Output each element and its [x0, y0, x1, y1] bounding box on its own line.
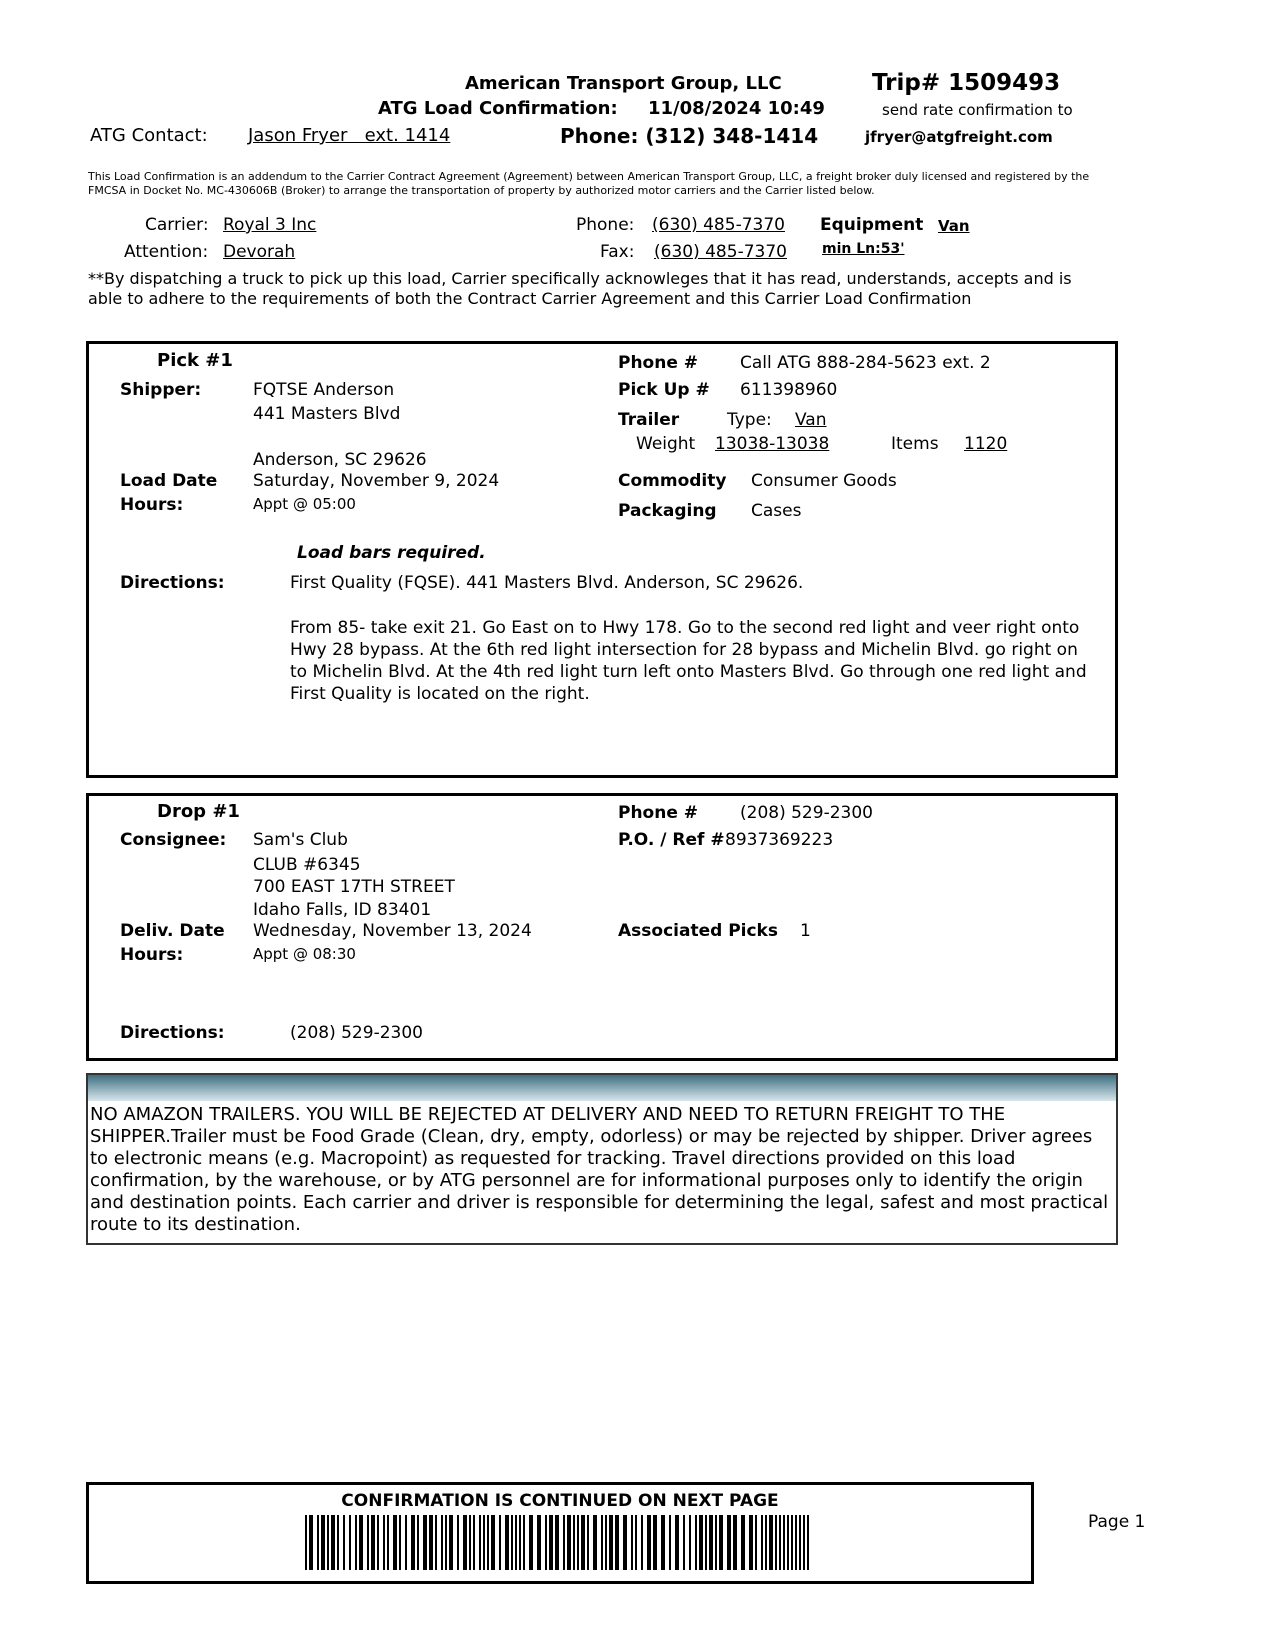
barcode-bar — [669, 1515, 671, 1570]
barcode-bar — [371, 1515, 375, 1570]
pickup-number-label: Pick Up # — [618, 380, 710, 400]
carrier-name: Royal 3 Inc — [223, 215, 317, 235]
pick-box — [86, 341, 1118, 778]
barcode-bar — [491, 1515, 495, 1570]
barcode-bar — [765, 1515, 767, 1570]
barcode-bar — [769, 1515, 773, 1570]
carrier-fax: (630) 485-7370 — [654, 242, 787, 262]
pick-directions-line1: First Quality (FQSE). 441 Masters Blvd. Anderson, SC 29626. — [290, 573, 804, 593]
pickup-number: 611398960 — [740, 380, 838, 400]
contact-label: ATG Contact: — [90, 125, 208, 146]
barcode-bar — [631, 1515, 633, 1570]
contact-phone: Phone: (312) 348-1414 — [560, 124, 819, 148]
barcode-bar — [457, 1515, 459, 1570]
barcode-bar — [423, 1515, 427, 1570]
carrier-fax-label: Fax: — [600, 242, 635, 262]
barcode-bar — [441, 1515, 443, 1570]
barcode-bar — [741, 1515, 745, 1570]
drop-phone: (208) 529-2300 — [740, 803, 873, 823]
notes-text: NO AMAZON TRAILERS. YOU WILL BE REJECTED AT DELIVERY AND NEED TO RETURN FREIGHT TO THE SHIPPER.Trailer must be Food Grade (Clean, dry, empty, odorless) or may be rejected by shipper. Driver agrees to electronic means (e.g. Macropoint) as requested for tracking. Travel directions provided on this load confirmation, by the warehouse, or by ATG personnel are for informational purposes only to identify the origin and destination points. Each carrier and driver is responsible for determining the legal, safest and most practical route to its destination. — [90, 1104, 1109, 1235]
barcode-bar — [367, 1515, 369, 1570]
barcode-bar — [795, 1515, 797, 1570]
pick-directions-body: From 85- take exit 21. Go East on to Hwy 178. Go to the second red light and veer right onto Hwy 28 bypass. At the 6th red light intersection for 28 bypass and Michelin Blvd. go right on to Michelin Blvd. At the 4th red light turn left onto Masters Blvd. Go through one red light and First Quality is located on the right. — [290, 618, 1087, 704]
barcode-bar — [331, 1515, 335, 1570]
company-name: American Transport Group, LLC — [465, 73, 782, 94]
attention-label: Attention: — [124, 242, 209, 262]
carrier-label: Carrier: — [145, 215, 209, 235]
consignee-address1: CLUB #6345 — [253, 855, 361, 875]
min-length: min Ln:53' — [822, 241, 905, 257]
items-value: 1120 — [964, 434, 1008, 454]
pick-title: Pick #1 — [157, 350, 233, 371]
barcode-bar — [523, 1515, 525, 1570]
barcode-bar — [399, 1515, 401, 1570]
po-value: 8937369223 — [725, 830, 834, 850]
barcode-bar — [349, 1515, 351, 1570]
barcode-bar — [499, 1515, 501, 1570]
page-number: Page 1 — [1088, 1512, 1146, 1532]
trailer-type: Van — [795, 410, 827, 430]
barcode-bar — [377, 1515, 379, 1570]
shipper-label: Shipper: — [120, 380, 202, 400]
barcode-bar — [807, 1515, 809, 1570]
barcode-bar — [309, 1515, 313, 1570]
drop-directions-label: Directions: — [120, 1023, 225, 1043]
barcode-bar — [343, 1515, 345, 1570]
packaging-label: Packaging — [618, 501, 717, 521]
barcode-bar — [601, 1515, 603, 1570]
load-date-label: Load Date — [120, 471, 218, 491]
drop-box — [86, 793, 1118, 1061]
barcode-bar — [623, 1515, 627, 1570]
barcode-bar — [577, 1515, 579, 1570]
barcode-bar — [755, 1515, 757, 1570]
drop-directions: (208) 529-2300 — [290, 1023, 423, 1043]
barcode-bar — [609, 1515, 613, 1570]
barcode-bar — [709, 1515, 713, 1570]
trip-number: Trip# 1509493 — [872, 70, 1061, 96]
barcode-bar — [555, 1515, 559, 1570]
barcode-bar — [783, 1515, 785, 1570]
equipment-value: Van — [938, 217, 970, 235]
barcode-bar — [387, 1515, 389, 1570]
barcode-bar — [549, 1515, 553, 1570]
carrier-phone: (630) 485-7370 — [652, 215, 785, 235]
drop-hours: Appt @ 08:30 — [253, 945, 356, 963]
barcode-bar — [675, 1515, 679, 1570]
barcode-bar — [715, 1515, 717, 1570]
barcode-bar — [393, 1515, 397, 1570]
contact-email[interactable]: jfryer@atgfreight.com — [865, 128, 1053, 146]
barcode-bar — [719, 1515, 723, 1570]
barcode-bar — [445, 1515, 447, 1570]
barcode-bar — [705, 1515, 707, 1570]
commodity-label: Commodity — [618, 471, 727, 491]
packaging-value: Cases — [751, 501, 802, 521]
barcode — [305, 1515, 815, 1570]
barcode-bar — [563, 1515, 565, 1570]
barcode-bar — [615, 1515, 619, 1570]
barcode-bar — [317, 1515, 319, 1570]
barcode-bar — [647, 1515, 651, 1570]
deliv-date: Wednesday, November 13, 2024 — [253, 921, 532, 941]
barcode-bar — [581, 1515, 585, 1570]
send-rate-note: send rate confirmation to — [882, 101, 1073, 119]
barcode-bar — [799, 1515, 801, 1570]
barcode-bar — [515, 1515, 517, 1570]
barcode-bar — [761, 1515, 763, 1570]
barcode-bar — [791, 1515, 793, 1570]
barcode-bar — [505, 1515, 509, 1570]
acknowledgement-text: **By dispatching a truck to pick up this load, Carrier specifically acknowleges that it has read, understands, accepts and is able to adhere to the requirements of both the Contract Carrier Agreement and this Carrier Load Confirmation — [88, 269, 1072, 308]
barcode-bar — [661, 1515, 665, 1570]
pick-phone-label: Phone # — [618, 353, 699, 373]
barcode-bar — [605, 1515, 607, 1570]
barcode-bar — [653, 1515, 657, 1570]
addendum-text: This Load Confirmation is an addendum to the Carrier Contract Agreement (Agreement) between American Transport Group, LLC, a freight broker duly licensed and registered by the FMCSA in Docket No. MC-430606B (Broker) to arrange the transportation of property by authorized motor carriers and the Carrier listed below. — [88, 170, 1090, 197]
barcode-bar — [587, 1515, 589, 1570]
barcode-bar — [429, 1515, 433, 1570]
drop-phone-label: Phone # — [618, 803, 699, 823]
confirmation-datetime: 11/08/2024 10:49 — [648, 98, 825, 119]
barcode-bar — [411, 1515, 415, 1570]
confirmation-label: ATG Load Confirmation: — [378, 98, 618, 119]
attention-name: Devorah — [223, 242, 296, 262]
notes-header-bar — [88, 1075, 1116, 1101]
contact-name: Jason Fryer ext. 1414 — [248, 125, 451, 146]
pick-note: Load bars required. — [297, 543, 486, 563]
barcode-bar — [699, 1515, 703, 1570]
barcode-bar — [483, 1515, 485, 1570]
barcode-bar — [749, 1515, 753, 1570]
barcode-bar — [511, 1515, 513, 1570]
barcode-bar — [321, 1515, 325, 1570]
barcode-bar — [733, 1515, 737, 1570]
barcode-bar — [519, 1515, 521, 1570]
pick-hours: Appt @ 05:00 — [253, 495, 356, 513]
associated-picks-label: Associated Picks — [618, 921, 778, 941]
barcode-bar — [787, 1515, 789, 1570]
pick-hours-label: Hours: — [120, 495, 184, 515]
pick-directions-label: Directions: — [120, 573, 225, 593]
barcode-bar — [405, 1515, 407, 1570]
consignee-label: Consignee: — [120, 830, 227, 850]
continued-notice: CONFIRMATION IS CONTINUED ON NEXT PAGE — [341, 1491, 779, 1511]
barcode-bar — [683, 1515, 685, 1570]
barcode-bar — [449, 1515, 453, 1570]
barcode-bar — [727, 1515, 731, 1570]
barcode-bar — [469, 1515, 471, 1570]
drop-title: Drop #1 — [157, 801, 240, 822]
barcode-bar — [479, 1515, 481, 1570]
barcode-bar — [641, 1515, 643, 1570]
items-label: Items — [891, 434, 939, 454]
drop-hours-label: Hours: — [120, 945, 184, 965]
barcode-bar — [573, 1515, 575, 1570]
barcode-bar — [775, 1515, 777, 1570]
shipper-name: FQTSE Anderson — [253, 380, 395, 400]
barcode-bar — [635, 1515, 637, 1570]
consignee-address2: 700 EAST 17TH STREET — [253, 877, 455, 897]
barcode-bar — [529, 1515, 533, 1570]
associated-picks-value: 1 — [800, 921, 811, 941]
barcode-bar — [689, 1515, 691, 1570]
trailer-label: Trailer — [618, 410, 680, 430]
commodity-value: Consumer Goods — [751, 471, 897, 491]
barcode-bar — [545, 1515, 547, 1570]
pick-phone: Call ATG 888-284-5623 ext. 2 — [740, 353, 991, 373]
barcode-bar — [487, 1515, 489, 1570]
carrier-phone-label: Phone: — [576, 215, 635, 235]
equipment-label: Equipment — [820, 215, 924, 235]
barcode-bar — [593, 1515, 597, 1570]
weight-label: Weight — [636, 434, 696, 454]
barcode-bar — [327, 1515, 329, 1570]
load-date: Saturday, November 9, 2024 — [253, 471, 500, 491]
barcode-bar — [355, 1515, 357, 1570]
barcode-bar — [359, 1515, 363, 1570]
weight-value: 13038-13038 — [715, 434, 830, 454]
barcode-bar — [803, 1515, 805, 1570]
po-label: P.O. / Ref # — [618, 830, 725, 850]
barcode-bar — [337, 1515, 339, 1570]
trailer-type-label: Type: — [727, 410, 772, 430]
barcode-bar — [463, 1515, 467, 1570]
barcode-bar — [695, 1515, 697, 1570]
barcode-bar — [435, 1515, 437, 1570]
consignee-name: Sam's Club — [253, 830, 348, 850]
barcode-bar — [537, 1515, 541, 1570]
barcode-bar — [417, 1515, 419, 1570]
barcode-bar — [383, 1515, 385, 1570]
deliv-date-label: Deliv. Date — [120, 921, 225, 941]
barcode-bar — [473, 1515, 475, 1570]
consignee-city: Idaho Falls, ID 83401 — [253, 900, 432, 920]
barcode-bar — [305, 1515, 307, 1570]
barcode-bar — [779, 1515, 781, 1570]
shipper-address: 441 Masters Blvd — [253, 404, 401, 424]
shipper-city: Anderson, SC 29626 — [253, 450, 427, 470]
barcode-bar — [567, 1515, 571, 1570]
